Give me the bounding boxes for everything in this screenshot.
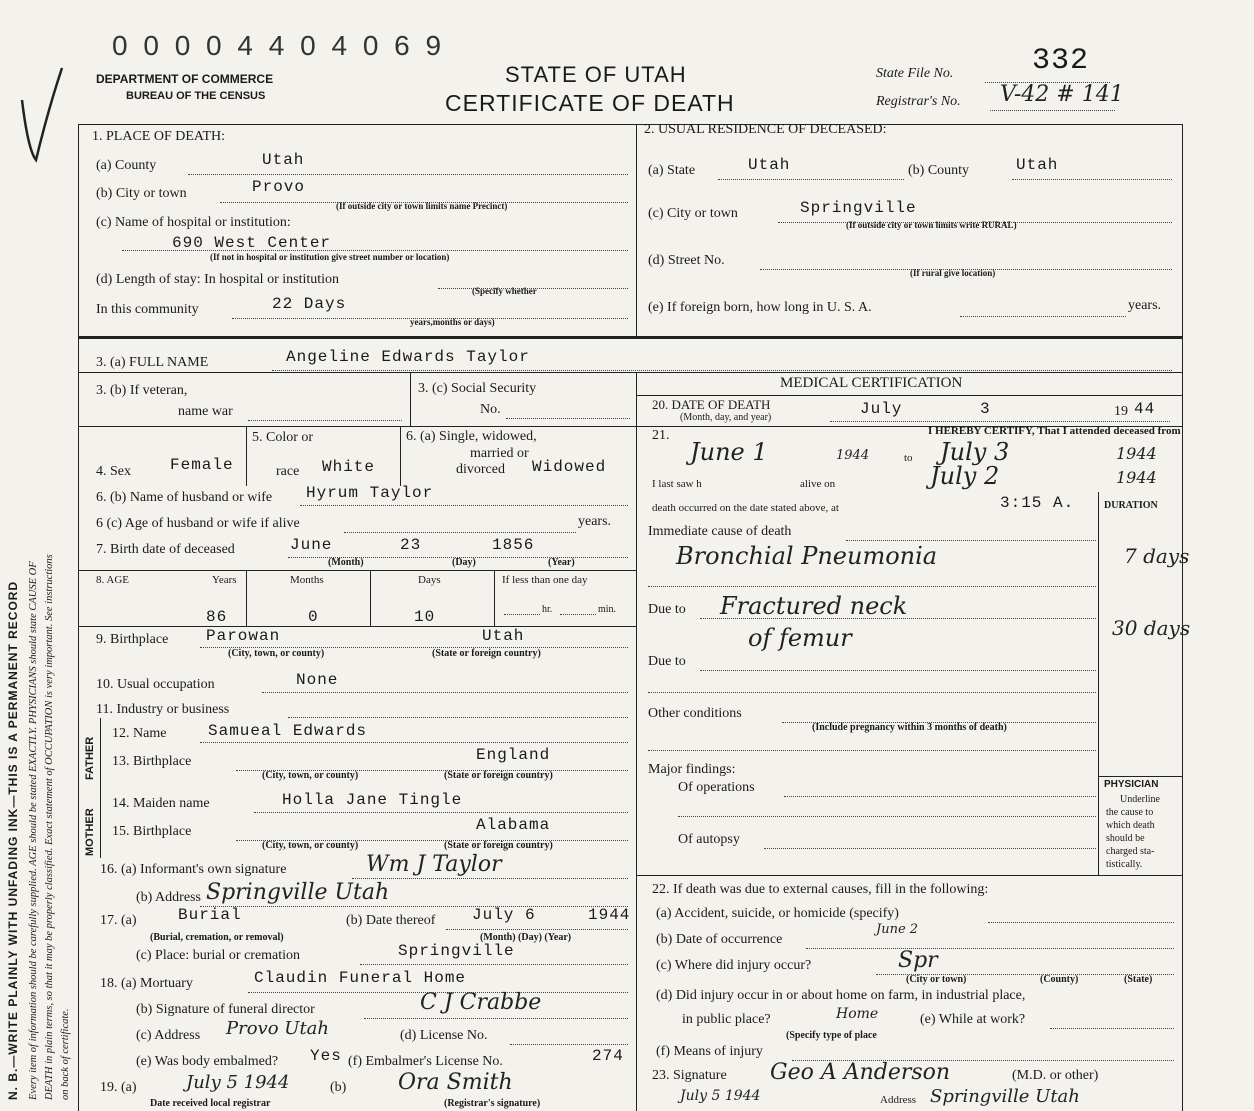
mother-name-label: 14. Maiden name — [112, 796, 210, 811]
physician-note-6: tistically. — [1106, 859, 1143, 870]
certificate-title: CERTIFICATE OF DEATH — [445, 90, 735, 116]
informant-address-label: (b) Address — [136, 890, 201, 905]
veteran-label: 3. (b) If veteran, — [96, 383, 188, 398]
last-saw-date: July 2 — [930, 462, 1000, 490]
birth-month-value: June — [290, 536, 333, 554]
means-of-injury-label: (f) Means of injury — [656, 1044, 763, 1059]
father-city-note: (City, town, or county) — [262, 770, 359, 781]
marital-label: 6. (a) Single, widowed, — [406, 429, 537, 444]
father-birthplace-value: England — [476, 746, 551, 764]
burial-label: 17. (a) — [100, 913, 137, 928]
occurrence-date-label: (b) Date of occurrence — [656, 932, 783, 947]
res-state-label: (a) State — [648, 163, 696, 178]
burial-place-label: (c) Place: burial or cremation — [136, 948, 301, 963]
res-state-value: Utah — [748, 156, 791, 174]
occupation-value: None — [296, 671, 339, 689]
res-street-note: (If rural give location) — [910, 268, 996, 278]
while-at-work-label: (e) While at work? — [920, 1012, 1026, 1027]
ssn-label: 3. (c) Social Security — [418, 381, 537, 396]
death-occurred-label: death occurred on the date stated above, at — [652, 502, 839, 514]
burial-date-label: (b) Date thereof — [346, 913, 436, 928]
sidebar-instruction-1: Every item of information should be carefully supplied. AGE should be stated EXACTLY. PHYSICIANS should state CAUSE OF — [28, 561, 39, 1100]
embalmer-license-label: (f) Embalmer's License No. — [348, 1054, 503, 1069]
physician-note-3: which death — [1106, 820, 1155, 831]
community-label: In this community — [96, 302, 199, 317]
death-county-label: (a) County — [96, 158, 157, 173]
burial-date-year: 1944 — [588, 906, 631, 924]
foreign-born-unit: years. — [1128, 298, 1162, 313]
injury-place-label-2: in public place? — [682, 1012, 771, 1027]
immediate-cause-value: Bronchial Pneumonia — [676, 542, 938, 570]
physician-address: Springville Utah — [930, 1086, 1080, 1107]
burial-date-note: (Month) (Day) (Year) — [480, 932, 572, 943]
father-name-label: 12. Name — [112, 726, 167, 741]
res-street-label: (d) Street No. — [648, 253, 725, 268]
industry-label: 11. Industry or business — [96, 702, 230, 717]
color-label: 5. Color or — [252, 430, 314, 445]
burial-place-value: Springville — [398, 942, 515, 960]
mother-name-value: Holla Jane Tingle — [282, 791, 463, 809]
physician-note-1: Underline — [1120, 794, 1160, 805]
registrar-signature-note: (Registrar's signature) — [444, 1098, 541, 1109]
death-county-value: Utah — [262, 151, 305, 169]
race-value: White — [322, 458, 376, 476]
burial-date-month: July 6 — [472, 906, 536, 924]
injury-state-note: (State) — [1124, 974, 1153, 985]
of-autopsy-label: Of autopsy — [678, 832, 740, 847]
hr-label: hr. — [542, 604, 553, 615]
informant-signature-label: 16. (a) Informant's own signature — [100, 862, 287, 877]
physician-sign-date: July 5 1944 — [680, 1088, 761, 1104]
other-conditions-note: (Include pregnancy within 3 months of death) — [812, 722, 1007, 733]
bureau: BUREAU OF THE CENSUS — [126, 90, 266, 102]
birthplace-state-value: Utah — [482, 627, 525, 645]
attended-from-year: 1944 — [836, 448, 870, 463]
father-birthplace-label: 13. Birthplace — [112, 754, 192, 769]
spouse-label: 6. (b) Name of husband or wife — [96, 490, 273, 505]
birthplace-city-value: Parowan — [206, 627, 281, 645]
mortuary-address-label: (c) Address — [136, 1028, 201, 1043]
father-side-label: FATHER — [84, 736, 96, 780]
md-or-other-label: (M.D. or other) — [1012, 1068, 1099, 1083]
certify-text: I HEREBY CERTIFY, That I attended deceased from — [928, 425, 1181, 437]
due-to-label-1: Due to — [648, 602, 686, 617]
attended-to-year: 1944 — [1116, 444, 1157, 463]
state-file-label: State File No. — [876, 66, 954, 81]
full-name-label: 3. (a) FULL NAME — [96, 355, 209, 370]
injury-place-value: Home — [836, 1006, 879, 1022]
res-city-label: (c) City or town — [648, 206, 738, 221]
spouse-age-label: 6 (c) Age of husband or wife if alive — [96, 516, 300, 531]
birth-month-header: (Month) — [328, 557, 364, 568]
res-city-value: Springville — [800, 199, 917, 217]
burial-method: Burial — [178, 906, 242, 924]
sex-label: 4. Sex — [96, 464, 131, 479]
length-of-stay-label: (d) Length of stay: In hospital or institution — [96, 272, 340, 287]
res-city-note: (If outside city or town limits write RURAL) — [846, 220, 1017, 230]
due-to-value-1: Fractured neck — [720, 592, 908, 620]
physician-note-4: should be — [1106, 833, 1145, 844]
accident-label: (a) Accident, suicide, or homicide (specify) — [656, 906, 899, 921]
registrar-date-label: 19. (a) — [100, 1080, 137, 1095]
age-label: 8. AGE — [96, 574, 129, 586]
external-causes-heading: 22. If death was due to external causes, fill in the following: — [652, 882, 989, 897]
attended-to-date: July 3 — [940, 438, 1010, 466]
mortuary-address: Provo Utah — [226, 1018, 330, 1039]
injury-location-value: Spr — [898, 948, 938, 973]
registrar-number: V-42 # 141 — [1000, 82, 1124, 107]
specify-note: (Specify whether — [472, 286, 537, 296]
place-type-note: (Specify type of place — [786, 1030, 877, 1041]
death-year-prefix: 19 — [1114, 404, 1128, 419]
birthplace-city-note: (City, town, or county) — [228, 648, 325, 659]
hospital-note: (If not in hospital or institution give street number or location) — [210, 252, 450, 262]
injury-location-label: (c) Where did injury occur? — [656, 958, 812, 973]
birth-year-value: 1856 — [492, 536, 535, 554]
hospital-label: (c) Name of hospital or institution: — [96, 215, 291, 230]
birth-day-header: (Day) — [452, 557, 476, 568]
injury-place-label: (d) Did injury occur in or about home on farm, in industrial place, — [656, 988, 1026, 1003]
immediate-cause-duration: 7 days — [1124, 544, 1190, 568]
occurrence-date-value: June 2 — [876, 922, 919, 937]
embalmed-label: (e) Was body embalmed? — [136, 1054, 279, 1069]
alive-on-label: alive on — [800, 478, 836, 490]
age-days-header: Days — [418, 574, 441, 586]
registrar-date-note: Date received local registrar — [150, 1098, 271, 1109]
death-month: July — [860, 400, 903, 418]
mother-birthplace-value: Alabama — [476, 816, 551, 834]
foreign-born-label: (e) If foreign born, how long in U. S. A. — [648, 300, 872, 315]
death-day: 3 — [980, 400, 991, 418]
marital-value: Widowed — [532, 458, 607, 476]
ssn-no-label: No. — [480, 402, 501, 417]
sidebar-warning: N. B.—WRITE PLAINLY WITH UNFADING INK—THIS IS A PERMANENT RECORD — [6, 580, 20, 1100]
marital-label-2: married or — [470, 446, 529, 461]
full-name-value: Angeline Edwards Taylor — [286, 348, 530, 366]
age-months-header: Months — [290, 574, 324, 586]
state-heading: STATE OF UTAH — [505, 62, 687, 87]
sex-value: Female — [170, 456, 234, 474]
death-city-value: Provo — [252, 178, 306, 196]
funeral-director-label: (b) Signature of funeral director — [136, 1002, 315, 1017]
age-days-value: 10 — [414, 608, 436, 626]
mother-birthplace-label: 15. Birthplace — [112, 824, 192, 839]
mother-side-label: MOTHER — [84, 808, 96, 856]
community-value: 22 Days — [272, 295, 347, 313]
due-to-label-2: Due to — [648, 654, 686, 669]
birth-year-header: (Year) — [548, 557, 575, 568]
birth-date-label: 7. Birth date of deceased — [96, 542, 235, 557]
due-to-duration-1: 30 days — [1112, 616, 1191, 640]
state-file-number: 332 — [1032, 44, 1090, 78]
place-of-death-heading: 1. PLACE OF DEATH: — [92, 129, 226, 144]
injury-county-note: (County) — [1040, 974, 1079, 985]
registrar-signature: Ora Smith — [398, 1070, 513, 1095]
hospital-value: 690 West Center — [172, 234, 332, 252]
physician-header: PHYSICIAN — [1104, 779, 1159, 790]
specify-note-2: years,months or days) — [410, 317, 495, 327]
father-name-value: Samueal Edwards — [208, 722, 368, 740]
physician-note-5: charged sta- — [1106, 846, 1155, 857]
embalmer-license-no: 274 — [592, 1047, 624, 1065]
registrar-date: July 5 1944 — [186, 1072, 290, 1093]
duration-header: DURATION — [1104, 500, 1158, 511]
age-less-than-day-header: If less than one day — [502, 574, 588, 586]
burial-method-note: (Burial, cremation, or removal) — [150, 932, 284, 943]
spouse-value: Hyrum Taylor — [306, 484, 434, 502]
father-state-note: (State or foreign country) — [444, 770, 553, 781]
age-years-header: Years — [212, 574, 237, 586]
last-saw-year: 1944 — [1116, 468, 1157, 487]
res-county-value: Utah — [1016, 156, 1059, 174]
death-time: 3:15 A. — [1000, 494, 1075, 512]
mortuary-name: Claudin Funeral Home — [254, 969, 467, 987]
race-label: race — [276, 464, 300, 479]
registrar-b-label: (b) — [330, 1080, 347, 1095]
date-of-death-label: 20. DATE OF DEATH — [652, 397, 771, 412]
mother-city-note: (City, town, or county) — [262, 840, 359, 851]
date-of-death-note: (Month, day, and year) — [680, 412, 772, 423]
birthplace-label: 9. Birthplace — [96, 632, 169, 647]
last-saw-label: I last saw h — [652, 478, 702, 490]
sidebar-instruction-3: on back of certificate. — [60, 1008, 71, 1100]
registrar-label: Registrar's No. — [876, 94, 961, 109]
injury-city-note: (City or town) — [906, 974, 967, 985]
spouse-age-unit: years. — [578, 514, 612, 529]
embalmed-value: Yes — [310, 1047, 342, 1065]
physician-address-label: Address — [880, 1094, 917, 1106]
check-mark-icon — [14, 60, 64, 170]
min-label: min. — [598, 604, 617, 615]
residence-heading: 2. USUAL RESIDENCE OF DECEASED: — [644, 122, 887, 137]
department: DEPARTMENT OF COMMERCE — [96, 72, 274, 86]
res-county-label: (b) County — [908, 163, 970, 178]
other-conditions-label: Other conditions — [648, 706, 742, 721]
death-city-label: (b) City or town — [96, 186, 187, 201]
age-years-value: 86 — [206, 608, 228, 626]
immediate-cause-label: Immediate cause of death — [648, 524, 792, 539]
occupation-label: 10. Usual occupation — [96, 677, 215, 692]
informant-signature: Wm J Taylor — [366, 852, 502, 877]
marital-label-3: divorced — [456, 462, 505, 477]
physician-note-2: the cause to — [1106, 807, 1154, 818]
war-label: name war — [178, 404, 233, 419]
to-label: to — [904, 452, 913, 464]
license-label: (d) License No. — [400, 1028, 488, 1043]
age-months-value: 0 — [308, 608, 319, 626]
birthplace-state-note: (State or foreign country) — [432, 648, 541, 659]
mother-state-note: (State or foreign country) — [444, 840, 553, 851]
certify-number: 21. — [652, 428, 670, 443]
informant-address: Springville Utah — [206, 880, 390, 905]
physician-signature-label: 23. Signature — [652, 1068, 727, 1083]
of-operations-label: Of operations — [678, 780, 755, 795]
medical-heading: MEDICAL CERTIFICATION — [780, 375, 963, 391]
birth-day-value: 23 — [400, 536, 422, 554]
death-city-note: (If outside city or town limits name Precinct) — [336, 201, 508, 211]
death-year: 44 — [1134, 400, 1156, 418]
serial-number: 0 0 0 0 4 4 0 4 0 6 9 — [112, 30, 446, 61]
mortuary-label: 18. (a) Mortuary — [100, 976, 193, 991]
sidebar-instruction-2: DEATH in plain terms, so that it may be properly classified. Exact statement of OCCUPATION is very important. See instructions — [44, 554, 55, 1100]
physician-signature: Geo A Anderson — [770, 1060, 951, 1085]
attended-from-date: June 1 — [690, 438, 768, 466]
due-to-value-1-line2: of femur — [748, 624, 852, 652]
funeral-director-signature: C J Crabbe — [420, 990, 542, 1015]
major-findings-label: Major findings: — [648, 762, 736, 777]
